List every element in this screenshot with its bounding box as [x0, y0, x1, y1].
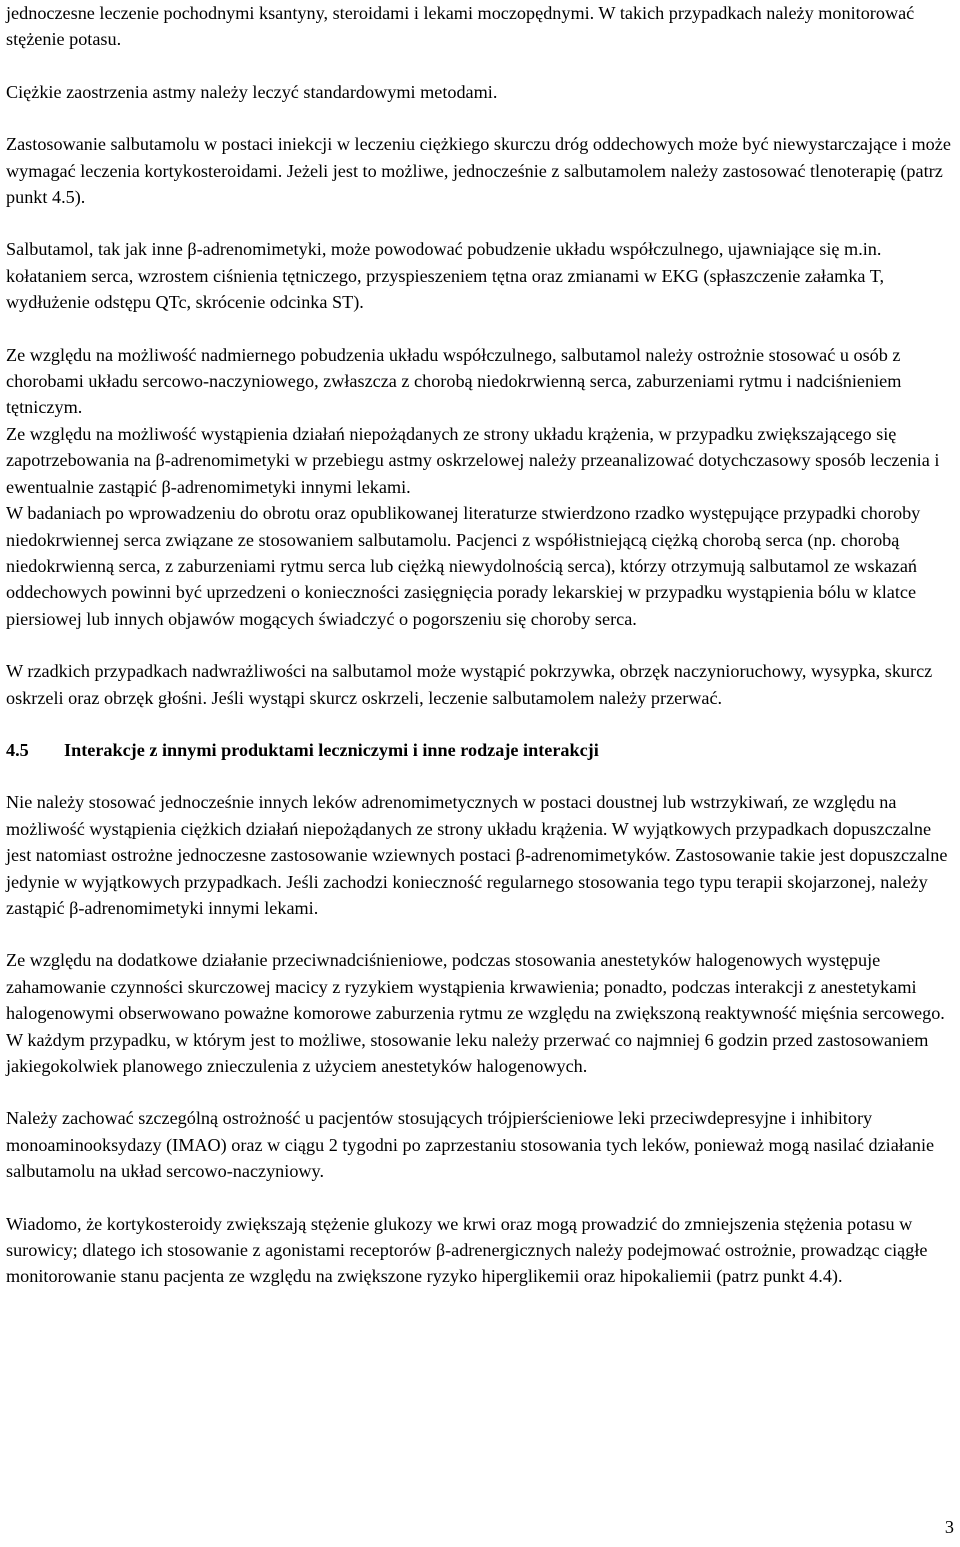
paragraph-potassium-monitoring: jednoczesne leczenie pochodnymi ksantyny, steroidami i lekami moczopędnymi. W takich przypadkach należy monitorować stężenie potasu.	[6, 3, 915, 50]
paragraph-tricyclic-maoi: Należy zachować szczególną ostrożność u pacjentów stosujących trójpierścieniowe leki przeciwdepresyjne i inhibitory monoaminooksydazy (IMAO) oraz w ciągu 2 tygodni po zaprzestaniu stosowania tych leków, ponieważ mogą nasilać działanie salbutamolu na układ sercowo-naczyniowy.	[6, 1108, 935, 1182]
paragraph-circulatory-adverse-effects: Ze względu na możliwość wystąpienia działań niepożądanych ze strony układu krążenia, w przypadku zwiększającego się zapotrzebowania na β-adrenomimetyki w przebiegu astmy oskrzelowej należy przeanalizować dotychczasowy sposób leczenia i ewentualnie zastąpić β-adrenomimetyki innymi lekami.	[6, 423, 940, 497]
section-title: Interakcje z innymi produktami leczniczymi i inne rodzaje interakcji	[64, 739, 599, 760]
paragraph-asthma-exacerbations: Ciężkie zaostrzenia astmy należy leczyć standardowymi metodami.	[6, 81, 498, 102]
paragraph-cardiovascular-caution: Ze względu na możliwość nadmiernego pobudzenia układu współczulnego, salbutamol należy ostrożnie stosować u osób z chorobami układu sercowo-naczyniowego, zwłaszcza z chorobą niedokrwienną serca, zaburzeniami rytmu i nadciśnieniem tętniczym.	[6, 344, 902, 418]
paragraph-injection-salbutamol: Zastosowanie salbutamolu w postaci iniekcji w leczeniu ciężkiego skurczu dróg oddechowych może być niewystarczające i może wymagać leczenia kortykosteroidami. Jeżeli jest to możliwe, jednocześnie z salbutamolem należy zastosować tlenoterapię (patrz punkt 4.5).	[6, 134, 951, 208]
page-number: 3	[944, 1517, 954, 1537]
paragraph-corticosteroids: Wiadomo, że kortykosteroidy zwiększają stężenie glukozy we krwi oraz mogą prowadzić do zmniejszenia stężenia potasu w surowicy; dlatego ich stosowanie z agonistami receptorów β-adrenergicznych należy podejmować ostrożnie, prowadząc ciągłe monitorowanie stanu pacjenta ze względu na zwiększone ryzyko hiperglikemii oraz hipokaliemii (patrz punkt 4.4).	[6, 1213, 928, 1287]
section-heading	[6, 737, 956, 763]
paragraph-halogenated-anesthetics: Ze względu na dodatkowe działanie przeciwnadciśnieniowe, podczas stosowania anestetyków halogenowych występuje zahamowanie czynności skurczowej macicy z ryzykiem wystąpienia krwawienia; ponadto, podczas interakcji z anestetykami halogenowymi obserwowano poważne komorowe zaburzenia rytmu ze względu na zwiększoną reaktywność mięśnia sercowego. W każdym przypadku, w którym jest to możliwe, stosowanie leku należy przerwać co najmniej 6 godzin przed zastosowaniem jakiegokolwiek planowego znieczulenia z użyciem anestetyków halogenowych.	[6, 950, 945, 1076]
paragraph-adrenomimetic-combination: Nie należy stosować jednocześnie innych leków adrenomimetycznych w postaci doustnej lub wstrzykiwań, ze względu na możliwość wystąpienia ciężkich działań niepożądanych ze strony układu krążenia. W wyjątkowych przypadkach dopuszczalne jest natomiast ostrożne jednoczesne zastosowanie wziewnych postaci β-adrenomimetyków. Zastosowanie takie jest dopuszczalne jedynie w wyjątkowych przypadkach. Jeśli zachodzi konieczność regularnego stosowania tego typu terapii skojarzonej, należy zastąpić β-adrenomimetyki innymi lekami.	[6, 792, 948, 918]
section-number: 4.5	[6, 739, 29, 760]
paragraph-hypersensitivity: W rzadkich przypadkach nadwrażliwości na salbutamol może wystąpić pokrzywka, obrzęk naczynioruchowy, wysypka, skurcz oskrzeli oraz obrzęk głośni. Jeśli wystąpi skurcz oskrzeli, leczenie salbutamolem należy przerwać.	[6, 661, 933, 708]
document-page	[6, 0, 956, 1290]
paragraph-sympathetic-stimulation: Salbutamol, tak jak inne β-adrenomimetyki, może powodować pobudzenie układu współczulnego, ujawniające się m.in. kołataniem serca, wzrostem ciśnienia tętniczego, przyspieszeniem tętna oraz zmianami w EKG (spłaszczenie załamka T, wydłużenie odstępu QTc, skrócenie odcinka ST).	[6, 239, 885, 313]
paragraph-post-marketing-ischemia: W badaniach po wprowadzeniu do obrotu oraz opublikowanej literaturze stwierdzono rzadko występujące przypadki choroby niedokrwiennej serca związane ze stosowaniem salbutamolu. Pacjenci z współistniejącą ciężką chorobą serca (np. chorobą niedokrwienną serca, z zaburzeniami rytmu serca lub ciężką niewydolnością serca), którzy otrzymują salbutamol ze wskazań oddechowych powinni być uprzedzeni o konieczności zasięgnięcia porady lekarskiej w przypadku wystąpienia bólu w klatce piersiowej lub innych objawów mogących świadczyć o pogorszeniu się choroby serca.	[6, 503, 921, 629]
